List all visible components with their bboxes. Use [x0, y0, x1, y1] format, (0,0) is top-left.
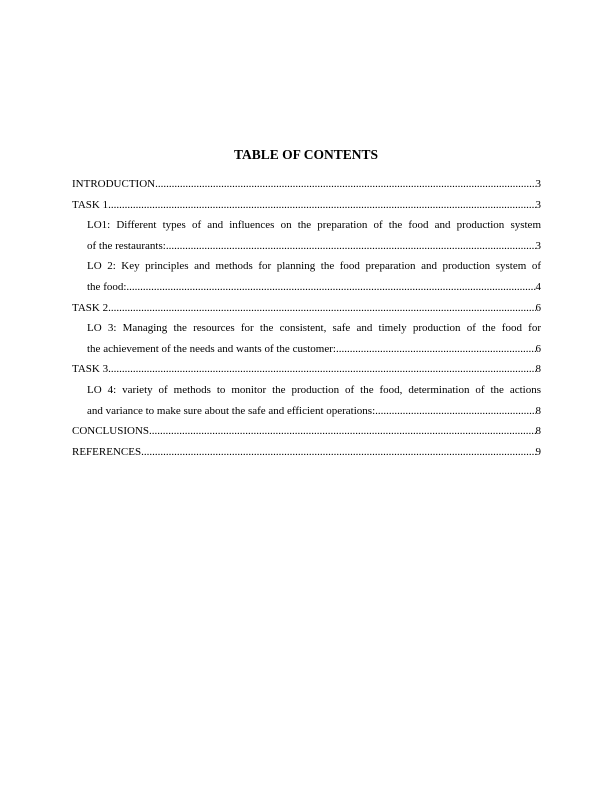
- toc-entry-task-2[interactable]: [72, 298, 541, 319]
- toc-page-number: 3: [535, 239, 541, 252]
- toc-page-number: 9: [535, 445, 541, 458]
- toc-page-number: 3: [535, 198, 541, 211]
- toc-entry-line: [72, 174, 541, 195]
- dot-leader: [155, 174, 535, 195]
- table-of-contents: [72, 174, 541, 462]
- toc-page-number: 8: [535, 404, 541, 417]
- toc-entry-label: and variance to make sure about the safe and efficient operations:: [87, 404, 376, 417]
- toc-entry-label: the food:: [87, 280, 127, 293]
- toc-entry-line: [72, 195, 541, 216]
- toc-entry-lo3[interactable]: [72, 318, 541, 359]
- toc-entry-line: [72, 421, 541, 442]
- toc-entry-label: REFERENCES: [72, 445, 142, 458]
- toc-entry-lo1[interactable]: [72, 215, 541, 256]
- toc-entry-introduction[interactable]: [72, 174, 541, 195]
- toc-entry-label: of the restaurants:: [87, 239, 166, 252]
- toc-entry-line: [87, 277, 541, 298]
- toc-entry-label: TASK 3: [72, 363, 109, 376]
- toc-entry-label-first-line: LO 3: Managing the resources for the consistent, safe and timely production of the food for: [87, 322, 541, 335]
- toc-entry-label: TASK 1: [72, 198, 109, 211]
- dot-leader: [166, 236, 536, 257]
- toc-entry-references[interactable]: [72, 442, 541, 463]
- toc-entry-lo2[interactable]: [72, 256, 541, 297]
- dot-leader: [108, 298, 535, 319]
- dot-leader: [108, 195, 535, 216]
- dot-leader: [336, 339, 536, 360]
- toc-entry-line: [87, 401, 541, 422]
- toc-entry-line: [72, 298, 541, 319]
- dot-leader: [108, 359, 535, 380]
- toc-entry-line: [87, 236, 541, 257]
- toc-entry-label-first-line: LO 2: Key principles and methods for planning the food preparation and production system of: [87, 260, 541, 273]
- toc-entry-task-1[interactable]: [72, 195, 541, 216]
- toc-entry-task-3[interactable]: [72, 359, 541, 380]
- toc-entry-label: TASK 2: [72, 301, 109, 314]
- toc-page-number: 3: [535, 178, 541, 190]
- dot-leader: [126, 277, 535, 298]
- dot-leader: [149, 421, 535, 442]
- toc-page-number: 6: [535, 301, 541, 314]
- toc-entry-line: [72, 442, 541, 463]
- toc-entry-label: INTRODUCTION: [72, 178, 156, 190]
- toc-page-number: 8: [535, 425, 541, 438]
- toc-page-number: 4: [535, 280, 541, 293]
- toc-page-number: 8: [535, 363, 541, 376]
- toc-entry-line: [72, 359, 541, 380]
- toc-entry-label-first-line: LO 4: variety of methods to monitor the production of the food, determination of the actions: [87, 383, 541, 396]
- toc-entry-conclusions[interactable]: [72, 421, 541, 442]
- toc-entry-line: [87, 339, 541, 360]
- dot-leader: [141, 442, 535, 463]
- toc-title: TABLE OF CONTENTS: [233, 147, 379, 162]
- toc-entry-lo4[interactable]: [72, 380, 541, 421]
- toc-entry-label: the achievement of the needs and wants of the customer:: [87, 342, 336, 355]
- dot-leader: [375, 401, 535, 422]
- toc-entry-label-first-line: LO1: Different types of and influences on the preparation of the food and production system: [87, 219, 541, 232]
- toc-entry-label: CONCLUSIONS: [72, 425, 150, 438]
- toc-page-number: 6: [535, 342, 541, 355]
